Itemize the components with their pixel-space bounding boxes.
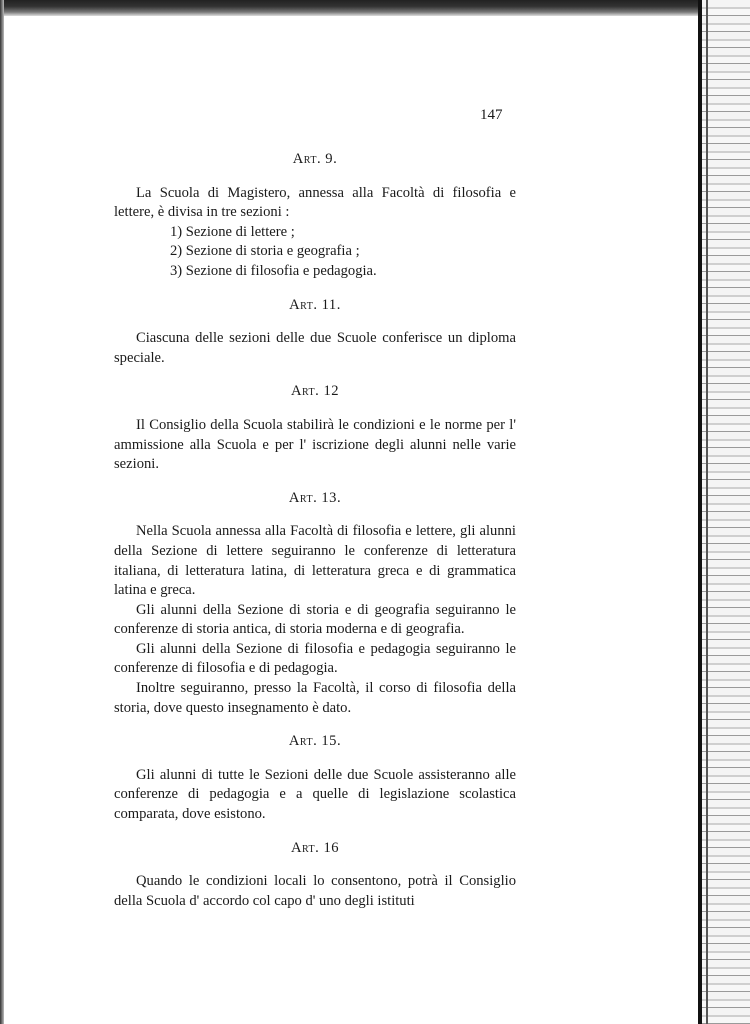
article-heading: Art. 13. (288, 489, 342, 506)
article-heading: Art. 9. (292, 151, 338, 167)
section-list (114, 223, 516, 282)
article-paragraph: Il Consiglio della Scuola stabilirà le condizioni e le norme per l' ammissione alla Scuola e per l' iscrizione degli alunni nelle varie sezioni. (114, 416, 516, 473)
article-heading: Art. 16 (290, 839, 340, 856)
list-item: 1) Sezione di lettere ; (170, 223, 295, 240)
article-paragraph: Nella Scuola annessa alla Facoltà di filosofia e lettere, gli alunni della Sezione di lettere seguiranno le conferenze di letteratura italiana, di letteratura latina, di letteratura greca e di grammatica latina e greca. (114, 523, 516, 599)
page-body (114, 150, 516, 925)
page-number: 147 (480, 107, 503, 123)
article-11 (114, 296, 516, 369)
article-paragraph: Gli alunni della Sezione di filosofia e pedagogia seguiranno le conferenze di filosofia e di pedagogia. (114, 640, 516, 677)
article-heading: Art. 15. (288, 733, 342, 750)
article-heading: Art. 11. (289, 296, 341, 313)
book-spine-edge (698, 0, 750, 1024)
list-item: 3) Sezione di filosofia e pedagogia. (170, 262, 377, 279)
spine-line (706, 0, 708, 1024)
article-9 (114, 150, 516, 282)
article-16 (114, 839, 516, 912)
article-paragraph: Gli alunni di tutte le Sezioni delle due Scuole assisteranno alle conferenze di pedagogia e a quelle di legislazione scolastica comparata, dove esistono. (114, 766, 516, 823)
article-paragraph: Quando le condizioni locali lo consentono, potrà il Consiglio della Scuola d' accordo col capo d' uno degli istituti (114, 873, 516, 909)
list-item: 2) Sezione di storia e geografia ; (170, 243, 360, 260)
article-13 (114, 489, 516, 719)
article-paragraph: Ciascuna delle sezioni delle due Scuole conferisce un diploma speciale. (114, 330, 516, 366)
article-paragraph: La Scuola di Magistero, annessa alla Facoltà di filosofia e lettere, è divisa in tre sezioni : (114, 184, 516, 221)
article-heading: Art. 12 (290, 383, 340, 400)
article-12 (114, 382, 516, 474)
article-15 (114, 732, 516, 824)
article-paragraph: Inoltre seguiranno, presso la Facoltà, il corso di filosofia della storia, dove questo insegnamento è dato. (114, 680, 516, 716)
spine-shadow (698, 0, 702, 1024)
article-paragraph: Gli alunni della Sezione di storia e di geografia seguiranno le conferenze di storia antica, di storia moderna e di geografia. (114, 601, 516, 638)
